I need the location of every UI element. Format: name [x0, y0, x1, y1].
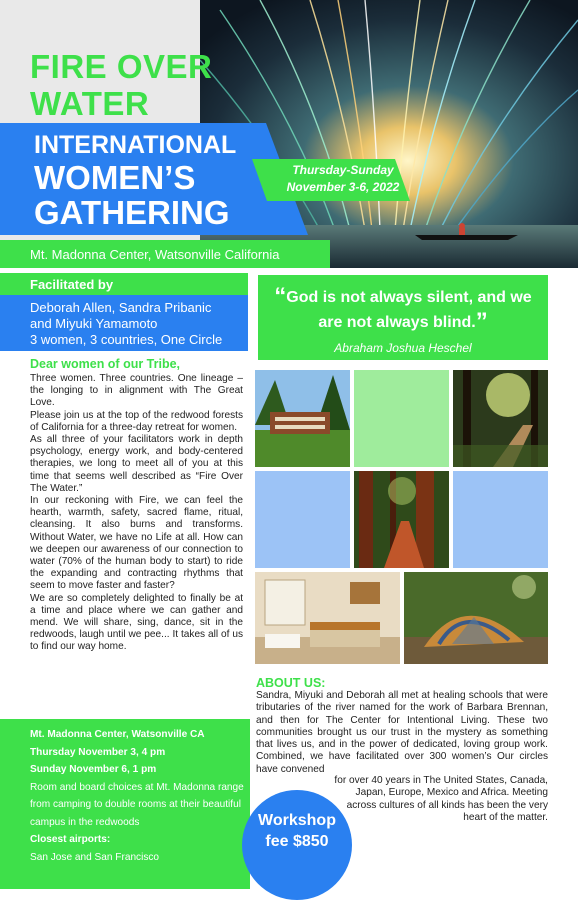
facilitators-heading: Facilitated by: [30, 277, 114, 292]
details-text: [30, 726, 245, 866]
event-subtitle: INTERNATIONAL WOMEN’S GATHERING: [34, 131, 237, 231]
letter-greeting: Dear women of our Tribe,: [30, 357, 181, 371]
details-airports: San Jose and San Francisco: [30, 851, 160, 863]
details-start: Thursday November 3, 4 pm: [30, 746, 166, 758]
redwood-trail-photo: [354, 471, 449, 568]
blue-tile: [453, 471, 548, 568]
letter-paragraph: Three women. Three countries. One lineage – the longing to in alignment with The Great Love.: [30, 373, 243, 409]
details-end: Sunday November 6, 1 pm: [30, 764, 157, 775]
details-rooms: Room and board choices at Mt. Madonna range from camping to double rooms at their beautiful campus in the redwoods: [30, 781, 244, 828]
camping-tent-photo: [404, 572, 548, 664]
fee-text: Workshop fee $850: [258, 812, 336, 850]
facilitators-names: Deborah Allen, Sandra Pribanic and Miyuki Yamamoto 3 women, 3 countries, One Circle: [30, 300, 223, 347]
letter-body: [30, 373, 243, 654]
quote-text: “God is not always silent, and we are not always blind.”: [274, 283, 532, 335]
forest-path-photo: [453, 370, 548, 467]
green-tile: [354, 370, 449, 467]
event-title: FIRE OVER WATER: [30, 48, 213, 122]
letter-paragraph: In our reckoning with Fire, we can feel the hearth, warmth, safety, sacred flame, ritual, cleansing. It also burns and transforms. Without Water, we have no Life at all. How can we deepen our awareness of our connection to water (70% of the human body to start) to ride the expanding and contracting rhythms that seem to move faster and faster?: [30, 495, 243, 592]
letter-paragraph: We are so completely delighted to finally be at a time and place where we can gather and mend. We will share, sing, dance, sit in the redwoods, laugh until we pee... It takes all of us to find our way home.: [30, 592, 243, 653]
venue-text: Mt. Madonna Center, Watsonville California: [30, 247, 280, 262]
about-heading: ABOUT US:: [256, 676, 326, 690]
blue-tile: [255, 471, 350, 568]
lodge-photo: [255, 370, 350, 467]
event-dates: Thursday-Sunday November 3-6, 2022: [286, 163, 400, 194]
details-airports-heading: Closest airports:: [30, 834, 111, 845]
close-quote-mark: ”: [475, 308, 488, 335]
about-text: Sandra, Miyuki and Deborah all met at healing schools that were tributaries of the river named for the work of Barbara Brennan, and then for The Center for Intentional Living. These two communities brought us our trust in the mystery as something that lives us, and in the power of dedicated, loving group work. Combined, we have facilitated over 300 women’s Our circles have convened: [256, 690, 548, 775]
guest-room-photo: [255, 572, 400, 664]
open-quote-mark: “: [274, 283, 287, 310]
letter-paragraph: As all three of your facilitators work in depth psychology, energy work, and body-centered therapies, we long to meet all of you at this time that seems well described as “Fire Over The Water.”: [30, 434, 243, 494]
quote-author: Abraham Joshua Heschel: [334, 341, 472, 355]
about-text-continued: for over 40 years in The United States, Canada, Japan, Europe, Mexico and Africa. Meeting across cultures of all kinds has been the very heart of the matter.: [334, 775, 548, 823]
details-venue: Mt. Madonna Center, Watsonville CA: [30, 729, 205, 740]
letter-paragraph: Please join us at the top of the redwood forests of California for a three-day retreat for women.: [30, 409, 243, 433]
